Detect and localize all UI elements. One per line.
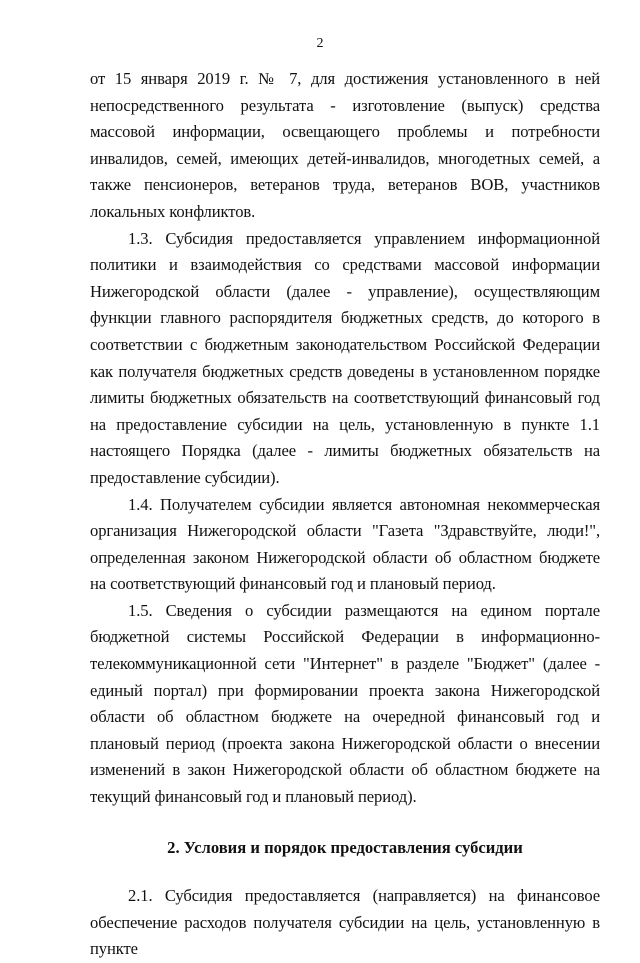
page-number: 2 (316, 36, 324, 51)
document-body (90, 66, 600, 963)
paragraph-2-1: 2.1. Субсидия предоставляется (направляется) на финансовое обеспечение расходов получателя субсидии на цель, установленную в пункте (90, 886, 600, 959)
paragraph-1-3: 1.3. Субсидия предоставляется управлением информационной политики и взаимодействия со средствами массовой информации Нижегородской области (далее - управление), осуществляющим функции главного распорядителя бюджетных средств, до которого в соответствии с бюджетным законодательством Российской Федерации как получателя бюджетных средств доведены в установленном порядке лимиты бюджетных обязательств на соответствующий финансовый год на предоставление субсидии на цель, установленную в пункте 1.1 настоящего Порядка (далее - лимиты бюджетных обязательств на предоставление субсидии). (90, 228, 600, 487)
paragraph-1-4: 1.4. Получателем субсидии является автономная некоммерческая организация Нижегородской области "Газета "Здравствуйте, люди!", определенная законом Нижегородской области об областном бюджете на соответствующий финансовый год и плановый период. (90, 494, 600, 594)
section-heading: 2. Условия и порядок предоставления субсидии (167, 837, 523, 857)
paragraph-continuation: от 15 января 2019 г. № 7, для достижения установленного в ней непосредственного результата - изготовление (выпуск) средства массовой информации, освещающего проблемы и потребности инвалидов, семей, имеющих детей-инвалидов, многодетных семей, а также пенсионеров, ветеранов труда, ветеранов ВОВ, участников локальных конфликтов. (90, 69, 600, 221)
paragraph-1-5: 1.5. Сведения о субсидии размещаются на едином портале бюджетной системы Российской Федерации в информационно-телекоммуникационной сети "Интернет" в разделе "Бюджет" (далее - единый портал) при формировании проекта закона Нижегородской области об областном бюджете на очередной финансовый год и плановый период (проекта закона Нижегородской области о внесении изменений в закон Нижегородской области об областном бюджете на текущий финансовый год и плановый период). (90, 600, 600, 807)
